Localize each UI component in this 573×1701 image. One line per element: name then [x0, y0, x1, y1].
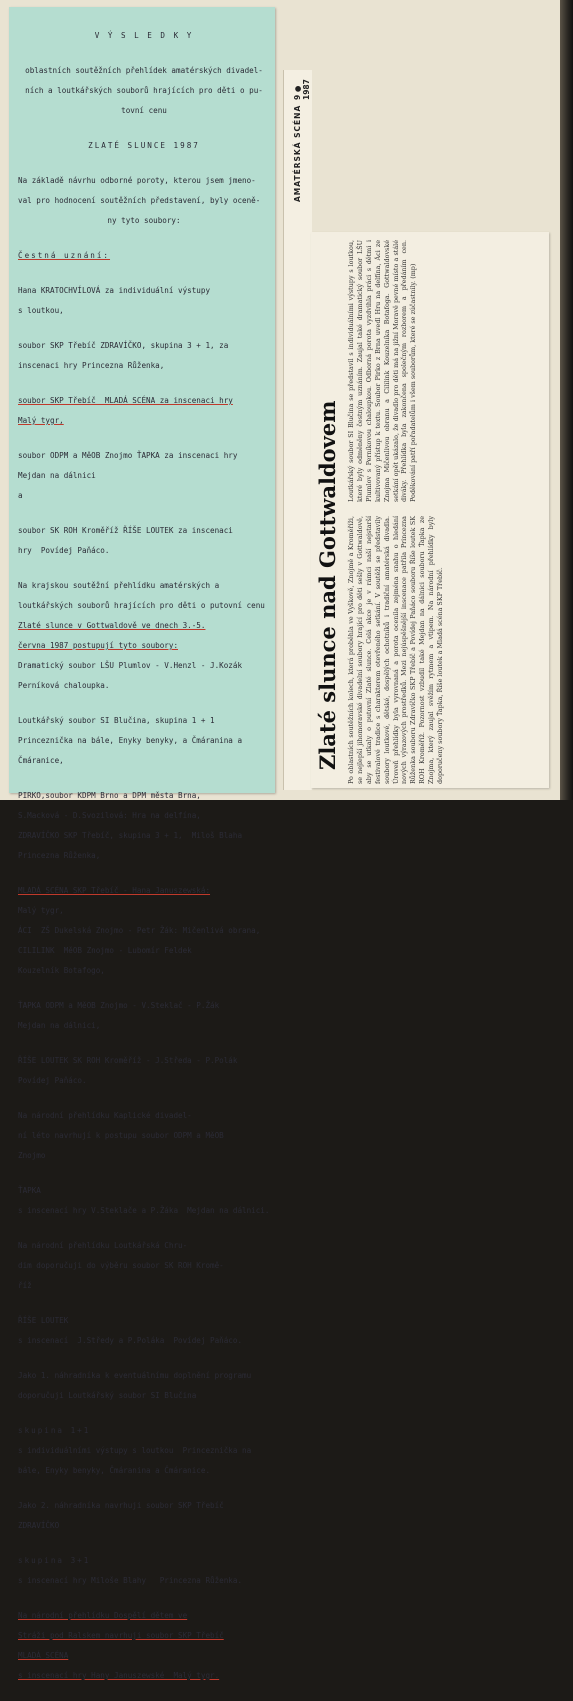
honor-entry: soubor SK ROH Kroměříž ŘÍŠE LOUTEK za inscenaci — [18, 526, 233, 535]
advancing-entry: ŘÍŠE LOUTEK SK ROH Kroměříž - J.Středa - P.Polák — [18, 1056, 238, 1065]
newspaper-clipping — [311, 232, 549, 788]
honor-entry: hry Povídej Paňáco. — [18, 546, 110, 555]
national-line: Na národní přehlídku Dospělí dětem ve — [18, 1611, 188, 1620]
advancing-entry: Mejdan na dálnici, — [18, 1021, 101, 1030]
national-line: s inscenací hry Miloše Blahy Princezna Růženka. — [18, 1576, 243, 1585]
advancing-entry: Perníková chaloupka. — [18, 681, 110, 690]
honors-heading: Čestná uznání: — [18, 251, 111, 260]
national-line: s inscenací J.Středy a P.Poláka Povídej Paňáco. — [18, 1336, 243, 1345]
advancing-entry: Princezna Růženka, — [18, 851, 101, 860]
national-line: Na národní přehlídku Kaplické divadel- — [18, 1111, 192, 1120]
national-line: skupina 1+1 — [18, 1426, 91, 1435]
honor-entry: soubor SKP Třebíč MLADÁ SCÉNA za inscenaci hry — [18, 396, 233, 405]
album-binding — [560, 0, 573, 800]
sheet-title: V Ý S L E D K Y — [94, 31, 194, 40]
honor-entry: Hana KRATOCHVÍLOVÁ za individuální výstupy — [18, 286, 211, 295]
advancing-entry: CILILINK MěOB Znojmo - Lubomír Feldek — [18, 946, 192, 955]
honor-entry: s loutkou, — [18, 306, 64, 315]
award-name: ZLATÉ SLUNCE 1987 — [88, 141, 200, 150]
national-line: skupina 3+1 — [18, 1556, 91, 1565]
intro-line: tovní cenu — [121, 106, 167, 115]
national-line: bále, Enyky benyky, Čmáranina a Čmáranice. — [18, 1466, 211, 1475]
national-line: dim doporučuji do výběru soubor SK ROH Kromě- — [18, 1261, 224, 1270]
national-line: s inscenací hry V.Steklače a P.Žáka Mejdan na dálnici. — [18, 1206, 270, 1215]
national-line: ní léto navrhují k postupu soubor ODPM a MěOB — [18, 1131, 224, 1140]
article-headline: Zlaté slunce nad Gottwaldovem — [315, 400, 340, 770]
honor-entry: a — [18, 491, 23, 500]
issue-number: 9 ● 1987 — [293, 79, 311, 100]
national-line: Jako 1. náhradníka k eventuálnímu doplnění programu — [18, 1371, 252, 1380]
national-line: doporučuji Loutkářský soubor SI Blučina — [18, 1391, 197, 1400]
national-line: Stráži pod Ralskem navrhuji soubor SKP Třebíč — [18, 1631, 224, 1640]
honor-entry: Mejdan na dálnici — [18, 471, 96, 480]
regional-line: Na krajskou soutěžní přehlídku amatérských a — [18, 581, 220, 590]
article-column: Po oblastních soutěžních kolech, která proběhla ve Vyškově, Znojmě a Kroměříži, se nejlepší jihomoravské divadelní soubory hrající pro děti sešly v Gottwaldově, aby se utkaly o putovní Zlaté slunce. Celá akce je v rámci naší nejstarší festivalové tradice s charakterem otevřeného setkání. V soutěži se představily soubory loutkové, dětské, dospělých ochotníků i tradiční amatérská divadla. Úroveň přehlídky byla vyrovnaná a porota ocenila zejména snahu o hledání nových výrazových prostředků. Mezi nejúspěšnější inscenace patřila Princezna Růženka souboru Zdravíčko SKP Třebíč a Povídej Paňáco souboru Říše loutek SK ROH Kroměříž. Pozornost vzbudil také Mejdan na dálnici souboru Ťapka ze Znojma, který zaujal svěžím rytmem a vtipem. Na národní přehlídky byly doporučeny soubory Ťapka, Říše loutek a Mladá scéna SKP Třebíč. — [347, 516, 445, 784]
article-column: Loutkářský soubor SI Blučina se představil s individuálními výstupy s loutkou, které byly odměněny čestným uznáním. Zaujal také dramatický soubor LŠU Plumlov s Perníkovou chaloupkou. Odborná porota vyzdvihla práci s dětmi i kultivovaný přístup k textu. Soubor Pirko z Brna uvedl Hru na delfína, Áci ze Znojma Mičenlivou obranu a Cililink Kouzelníka Botafoga. Gottwaldovské setkání opět ukázalo, že divadlo pro děti má na jižní Moravě pevné místo a stálé diváky. Přehlídka byla zakončena společným rozborem a předáním cen. Poděkování patří pořadatelům i všem souborům, které se zúčastnily. (mp) — [347, 240, 418, 502]
results-sheet — [9, 7, 275, 1680]
jury-line: Na základě návrhu odborné poroty, kterou jsem jmeno- — [18, 176, 256, 185]
honor-entry: inscenaci hry Princezna Růženka, — [18, 361, 165, 370]
intro-line: oblastních soutěžních přehlídek amatérských divadel- — [25, 66, 263, 75]
advancing-entry: Povídej Paňáco. — [18, 1076, 87, 1085]
national-line: říž — [18, 1281, 32, 1290]
advancing-entry: Malý tygr, — [18, 906, 64, 915]
advancing-entry: S.Macková - D.Svozilová: Hra na delfína, — [18, 811, 201, 820]
regional-line: Zlaté slunce v Gottwaldově ve dnech 3.-5. — [18, 621, 206, 630]
advancing-entry: ŤAPKA ODPM a MěOB Znojmo - V.Steklač - P.Žák — [18, 1001, 220, 1010]
advancing-entry: Loutkářský soubor SI Blučina, skupina 1 + 1 — [18, 716, 215, 725]
magazine-header-strip — [283, 70, 312, 790]
magazine-title: AMATÉRSKÁ SCÉNA — [293, 104, 302, 202]
advancing-entry: Dramatický soubor LŠU Plumlov - V.Henzl - J.Kozák — [18, 661, 243, 670]
advancing-entry: PIRKO,soubor KDPM Brno a DPM města Brna, — [18, 791, 201, 800]
advancing-entry: ÁCI ZŠ Dukelská Znojmo - Petr Žák: Mičenlivá obrana, — [18, 926, 261, 935]
honor-entry: Malý tygr, — [18, 416, 64, 425]
honor-entry: soubor SKP Třebíč ZDRAVÍČKO, skupina 3 + 1, za — [18, 341, 229, 350]
jury-line: ny tyto soubory: — [107, 216, 181, 225]
regional-line: června 1987 postupují tyto soubory: — [18, 641, 179, 650]
intro-line: ních a loutkářských souborů hrajících pro děti o pu- — [25, 86, 263, 95]
advancing-entry: MLADÁ SCÉNA SKP Třebíč - Hana Januszewská: — [18, 886, 211, 895]
jury-line: val pro hodnocení soutěžních představení, byly oceně- — [18, 196, 261, 205]
national-line: ŤAPKA — [18, 1186, 41, 1195]
honor-entry: soubor ODPM a MěOB Znojmo ŤAPKA za inscenaci hry — [18, 451, 238, 460]
national-line: s individuálními výstupy s loutkou Princeznička na — [18, 1446, 252, 1455]
national-line: Na národní přehlídku Loutkářská Chru- — [18, 1241, 188, 1250]
advancing-entry: Kouzelník Botafogo, — [18, 966, 105, 975]
national-line: Jako 2. náhradníka navrhuji soubor SKP Třebíč — [18, 1501, 224, 1510]
national-line: ŘÍŠE LOUTEK — [18, 1316, 69, 1325]
national-line: MLADÁ SCÉNA — [18, 1651, 69, 1660]
regional-line: loutkářských souborů hrajících pro děti o putovní cenu — [18, 601, 265, 610]
advancing-entry: Princeznička na bále, Enyky benyky, a Čmáranina a — [18, 736, 243, 745]
advancing-entry: Čmáranice, — [18, 756, 64, 765]
national-line: Znojmo — [18, 1151, 46, 1160]
national-line: ZDRAVÍČKO — [18, 1521, 60, 1530]
advancing-entry: ZDRAVÍČKO SKP Třebíč, skupina 3 + 1, Miloš Blaha — [18, 831, 243, 840]
national-line: s inscenací hry Hany Januszewské Malý tygr. — [18, 1671, 220, 1680]
results-text — [18, 21, 270, 1701]
